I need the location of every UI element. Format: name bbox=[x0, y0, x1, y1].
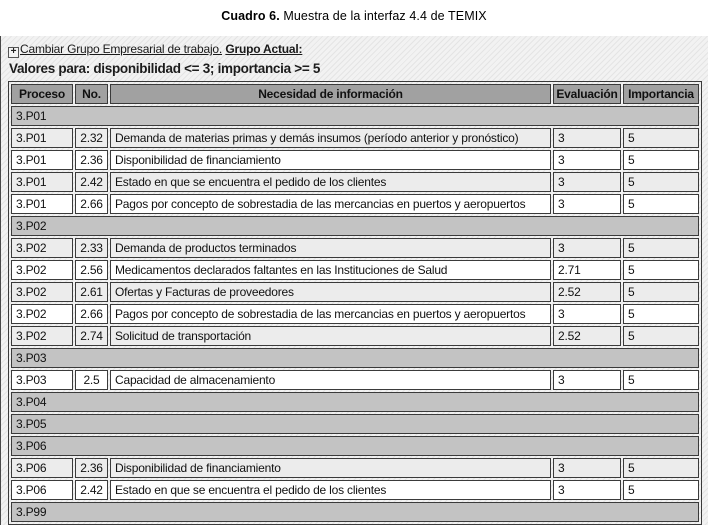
cell-importancia: 5 bbox=[623, 172, 699, 192]
table-row bbox=[11, 238, 699, 258]
cell-evaluacion: 3 bbox=[553, 458, 621, 478]
cell-importancia: 5 bbox=[623, 194, 699, 214]
table-row bbox=[11, 282, 699, 302]
cell-evaluacion: 3 bbox=[553, 128, 621, 148]
cell-necesidad: Pagos por concepto de sobrestadia de las mercancias en puertos y aeropuertos bbox=[110, 304, 551, 324]
cell-no: 2.33 bbox=[75, 238, 108, 258]
table-header-row bbox=[11, 84, 699, 104]
table-row bbox=[11, 304, 699, 324]
group-row bbox=[11, 392, 699, 412]
cell-evaluacion: 3 bbox=[553, 370, 621, 390]
cell-no: 2.61 bbox=[75, 282, 108, 302]
group-proceso-cell: 3.P05 bbox=[11, 414, 699, 434]
cell-necesidad: Estado en que se encuentra el pedido de los clientes bbox=[110, 480, 551, 500]
cell-importancia: 5 bbox=[623, 238, 699, 258]
cell-no: 2.56 bbox=[75, 260, 108, 280]
cell-no: 2.74 bbox=[75, 326, 108, 346]
column-header-no: No. bbox=[75, 84, 108, 104]
cell-no: 2.66 bbox=[75, 194, 108, 214]
group-row bbox=[11, 414, 699, 434]
filter-criteria: Valores para: disponibilidad <= 3; importancia >= 5 bbox=[9, 61, 321, 76]
cell-necesidad: Pagos por concepto de sobrestadia de las mercancias en puertos y aeropuertos bbox=[110, 194, 551, 214]
cell-necesidad: Solicitud de transportación bbox=[110, 326, 551, 346]
cell-importancia: 5 bbox=[623, 128, 699, 148]
cell-proceso: 3.P02 bbox=[11, 326, 73, 346]
cell-proceso: 3.P01 bbox=[11, 128, 73, 148]
table-row bbox=[11, 150, 699, 170]
group-proceso-cell: 3.P99 bbox=[11, 502, 699, 522]
cell-no: 2.32 bbox=[75, 128, 108, 148]
change-group-link[interactable]: Cambiar Grupo Empresarial de trabajo. bbox=[20, 42, 223, 56]
cell-evaluacion: 3 bbox=[553, 172, 621, 192]
title-text: Muestra de la interfaz 4.4 de TEMIX bbox=[279, 9, 487, 23]
cell-necesidad: Disponibilidad de financiamiento bbox=[110, 150, 551, 170]
group-row bbox=[11, 348, 699, 368]
table-row bbox=[11, 194, 699, 214]
group-row bbox=[11, 502, 699, 522]
table-row bbox=[11, 172, 699, 192]
cell-evaluacion: 2.52 bbox=[553, 326, 621, 346]
cell-proceso: 3.P02 bbox=[11, 304, 73, 324]
cell-necesidad: Estado en que se encuentra el pedido de los clientes bbox=[110, 172, 551, 192]
table-row bbox=[11, 128, 699, 148]
column-header-proceso: Proceso bbox=[11, 84, 73, 104]
needs-table-body bbox=[11, 106, 699, 522]
table-row bbox=[11, 370, 699, 390]
group-proceso-cell: 3.P06 bbox=[11, 436, 699, 456]
needs-table bbox=[8, 81, 702, 525]
cell-necesidad: Medicamentos declarados faltantes en las Instituciones de Salud bbox=[110, 260, 551, 280]
cell-necesidad: Demanda de productos terminados bbox=[110, 238, 551, 258]
expand-plus-icon[interactable]: + bbox=[8, 47, 19, 58]
cell-evaluacion: 3 bbox=[553, 304, 621, 324]
title-number: Cuadro 6. bbox=[221, 9, 280, 23]
cell-importancia: 5 bbox=[623, 458, 699, 478]
cell-importancia: 5 bbox=[623, 260, 699, 280]
table-row bbox=[11, 326, 699, 346]
cell-necesidad: Capacidad de almacenamiento bbox=[110, 370, 551, 390]
group-proceso-cell: 3.P01 bbox=[11, 106, 699, 126]
current-group-label[interactable]: Grupo Actual: bbox=[225, 42, 303, 56]
cell-no: 2.36 bbox=[75, 150, 108, 170]
group-proceso-cell: 3.P02 bbox=[11, 216, 699, 236]
column-header-necesidad: Necesidad de información bbox=[110, 84, 551, 104]
cell-necesidad: Disponibilidad de financiamiento bbox=[110, 458, 551, 478]
cell-proceso: 3.P02 bbox=[11, 260, 73, 280]
cell-importancia: 5 bbox=[623, 282, 699, 302]
cell-evaluacion: 3 bbox=[553, 194, 621, 214]
cell-proceso: 3.P01 bbox=[11, 150, 73, 170]
cell-proceso: 3.P02 bbox=[11, 282, 73, 302]
page-title bbox=[0, 0, 708, 23]
group-toolbar bbox=[8, 42, 708, 58]
cell-no: 2.66 bbox=[75, 304, 108, 324]
cell-proceso: 3.P03 bbox=[11, 370, 73, 390]
cell-no: 2.42 bbox=[75, 480, 108, 500]
group-proceso-cell: 3.P03 bbox=[11, 348, 699, 368]
table-row bbox=[11, 260, 699, 280]
cell-importancia: 5 bbox=[623, 370, 699, 390]
cell-no: 2.42 bbox=[75, 172, 108, 192]
cell-evaluacion: 3 bbox=[553, 238, 621, 258]
cell-proceso: 3.P01 bbox=[11, 172, 73, 192]
cell-no: 2.36 bbox=[75, 458, 108, 478]
table-row bbox=[11, 458, 699, 478]
column-header-importancia: Importancia bbox=[623, 84, 699, 104]
cell-importancia: 5 bbox=[623, 304, 699, 324]
cell-importancia: 5 bbox=[623, 150, 699, 170]
table-row bbox=[11, 480, 699, 500]
cell-proceso: 3.P06 bbox=[11, 480, 73, 500]
cell-evaluacion: 2.52 bbox=[553, 282, 621, 302]
cell-evaluacion: 3 bbox=[553, 480, 621, 500]
cell-proceso: 3.P01 bbox=[11, 194, 73, 214]
cell-importancia: 5 bbox=[623, 480, 699, 500]
group-row bbox=[11, 436, 699, 456]
temix-panel bbox=[0, 36, 708, 525]
cell-proceso: 3.P02 bbox=[11, 238, 73, 258]
cell-necesidad: Demanda de materias primas y demás insumos (período anterior y pronóstico) bbox=[110, 128, 551, 148]
group-row bbox=[11, 106, 699, 126]
cell-necesidad: Ofertas y Facturas de proveedores bbox=[110, 282, 551, 302]
cell-evaluacion: 3 bbox=[553, 150, 621, 170]
group-proceso-cell: 3.P04 bbox=[11, 392, 699, 412]
group-row bbox=[11, 216, 699, 236]
column-header-evaluacion: Evaluación bbox=[553, 84, 621, 104]
cell-importancia: 5 bbox=[623, 326, 699, 346]
cell-no: 2.5 bbox=[75, 370, 108, 390]
cell-proceso: 3.P06 bbox=[11, 458, 73, 478]
cell-evaluacion: 2.71 bbox=[553, 260, 621, 280]
